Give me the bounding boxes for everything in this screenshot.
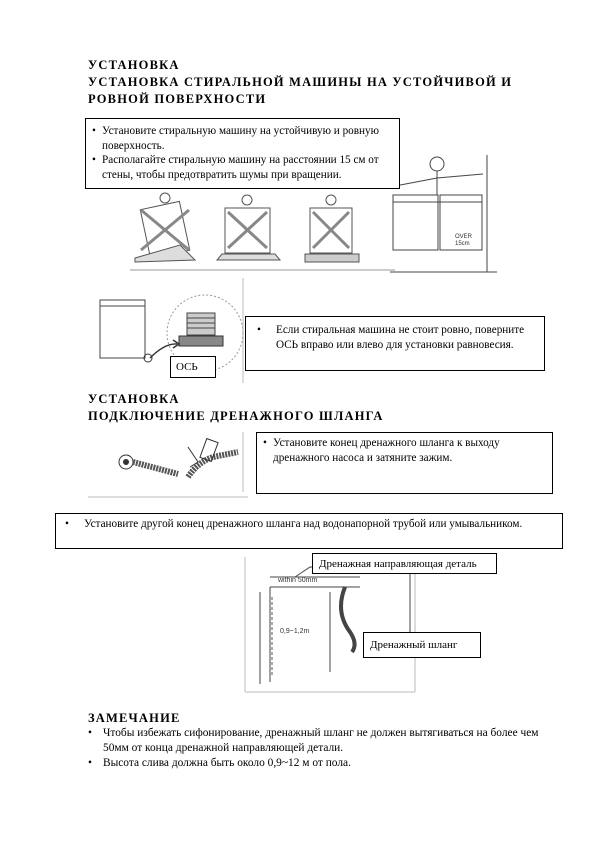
note-item-height: • Высота слива должна быть около 0,9~12 м от пола. xyxy=(86,756,551,771)
section1-heading-line1: УСТАНОВКА xyxy=(88,58,180,72)
section2-bullet-box xyxy=(256,432,553,494)
section2-heading-line1: УСТАНОВКА xyxy=(88,392,180,406)
machine-tilted-left xyxy=(135,193,195,262)
leveling-text-box xyxy=(245,316,545,371)
drain-hose-connection-illustration xyxy=(88,432,248,500)
section1-bullets-box xyxy=(85,118,400,189)
drain-hose-label-box xyxy=(363,632,481,658)
section2-heading xyxy=(88,391,528,425)
wall-distance-figure xyxy=(390,155,497,272)
bullet-15cm-from-wall: • Располагайте стиральную машину на расстоянии 15 см от стены, чтобы предотвратить шумы при вращении. xyxy=(91,153,394,182)
within-50mm-label: within 50mm xyxy=(278,577,318,584)
svg-text:15cm: 15cm xyxy=(455,241,470,247)
bullet-leveling: • Если стиральная машина не стоит ровно, поверните ОСЬ вправо или влево для установки равновесия. xyxy=(256,323,538,352)
bullet-attach-hose: • Установите конец дренажного шланга к выходу дренажного насоса и затяните зажим. xyxy=(262,436,547,465)
note-item-siphon: • Чтобы избежать сифонирование, дренажный шланг не должен вытягиваться на более чем 50мм от конца дренажной направляющей детали. xyxy=(86,726,551,756)
over-15cm-label: OVER xyxy=(455,234,473,240)
drain-guide-label: Дренажная направляющая деталь xyxy=(319,558,477,570)
bullet-other-end-hose: • Установите другой конец дренажного шланга над водонапорной трубой или умывальником. xyxy=(64,517,557,532)
bullet-stable-surface: • Установите стиральную машину на устойчивую и ровную поверхность. xyxy=(91,124,394,153)
machine-on-bump xyxy=(217,195,280,260)
note-heading: ЗАМЕЧАНИЕ xyxy=(88,711,181,725)
section1-heading-line3: РОВНОЙ ПОВЕРХНОСТИ xyxy=(88,92,267,106)
drain-guide-label-box xyxy=(312,553,497,574)
axis-label: ОСЬ xyxy=(176,361,198,373)
height-range-label: 0,9~1,2m xyxy=(280,628,310,635)
drain-hose-label: Дренажный шланг xyxy=(370,639,458,651)
section1-heading-line2: УСТАНОВКА СТИРАЛЬНОЙ МАШИНЫ НА УСТОЙЧИВОЙ И xyxy=(88,75,513,89)
machine-on-grate xyxy=(305,195,359,262)
section2-wide-bullet-box xyxy=(55,513,563,549)
note-body xyxy=(86,726,551,771)
axis-label-box xyxy=(170,356,216,378)
section2-heading-line2: ПОДКЛЮЧЕНИЕ ДРЕНАЖНОГО ШЛАНГА xyxy=(88,409,384,423)
section1-heading xyxy=(88,57,528,108)
